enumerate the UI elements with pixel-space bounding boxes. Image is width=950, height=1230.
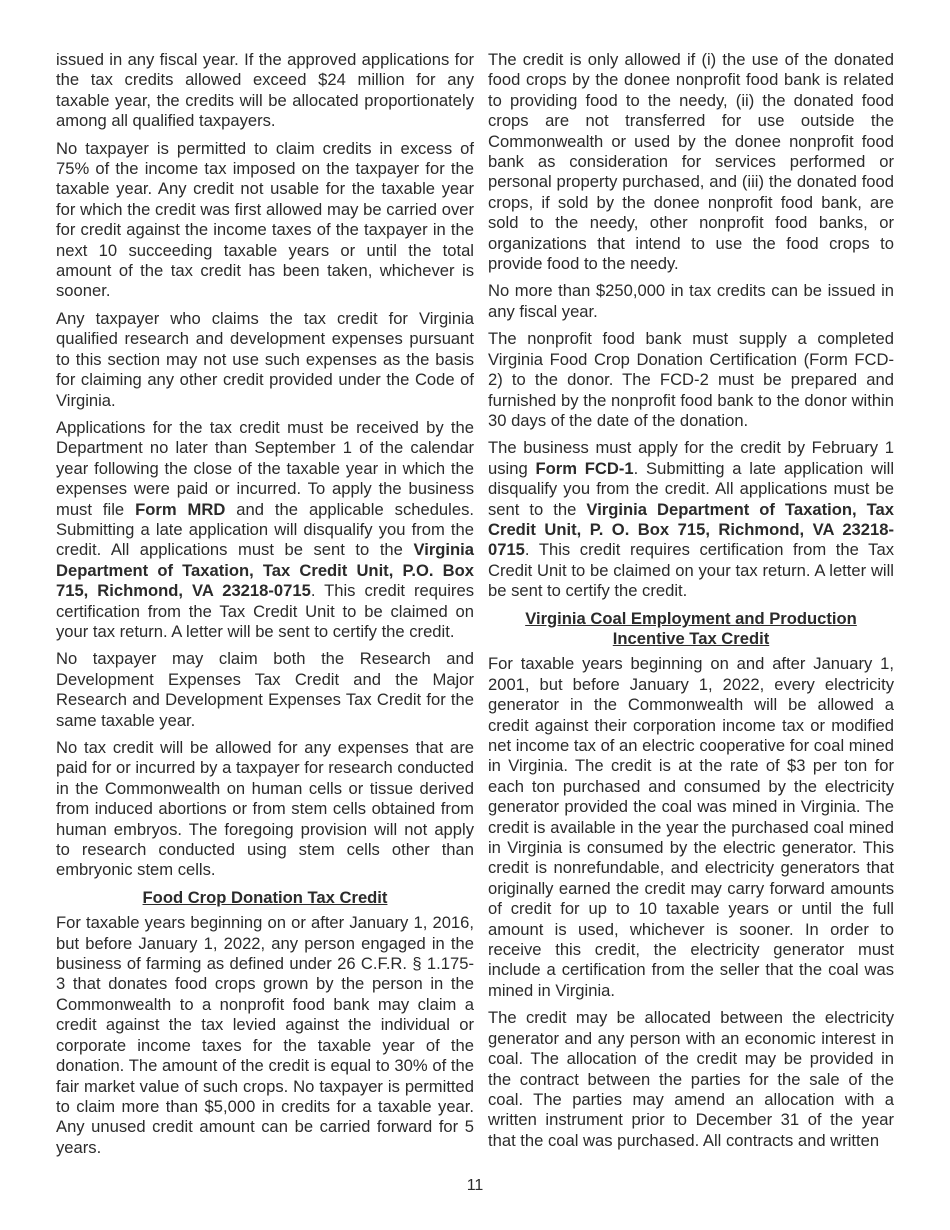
paragraph: The credit is only allowed if (i) the use of the donated food crops by the donee nonprofit food bank is related to providing food to the needy, (ii) the donated food crops are not transferred for use outside the Commonwealth or used by the donee nonprofit food bank as consideration for services performed or personal property purchased, and (iii) the donated food crops, if sold by the donee nonprofit food bank, are sold to the needy, other nonprofit food banks, or organizations that intend to use the food crops to provide food to the needy. (488, 50, 894, 274)
text-run: Applications for the tax credit must be received by the Department no later than September 1 of the calendar year following the close of the taxable year in which the expenses were paid or incurred. To apply the business must file (56, 417, 474, 519)
paragraph (488, 438, 894, 601)
section-heading: Food Crop Donation Tax Credit (142, 887, 388, 907)
section-heading: Virginia Coal Employment and Production Incentive Tax Credit (525, 608, 857, 648)
paragraph: No taxpayer is permitted to claim credits in excess of 75% of the income tax imposed on the taxpayer for the taxable year. Any credit not usable for the taxable year for which the credit was first allowed may be carried over for credit against the income taxes of the taxpayer in the next 10 succeeding taxable years or until the total amount of the tax credit has been taken, whichever is sooner. (56, 138, 474, 301)
text-run: The business must apply for the credit by February 1 using (488, 438, 894, 478)
paragraph: For taxable years beginning on or after January 1, 2016, but before January 1, 2022, any person engaged in the business of farming as defined under 26 C.F.R. § 1.175-3 that donates food crops grown by the person in the Commonwealth to a nonprofit food bank may claim a credit against the tax levied against the individual or corporate income taxes for the taxable year of the donation. The amount of the credit is equal to 30% of the fair market value of such crops. No taxpayer is permitted to claim more than $5,000 in credits for a taxable year. Any unused credit amount can be carried forward for 5 years. (56, 913, 474, 1157)
paragraph: For taxable years beginning on and after January 1, 2001, but before January 1, 2022, every electricity generator in the Commonwealth will be allowed a credit against their corporation income tax or modified net income tax of an electric cooperative for coal mined in Virginia. The credit is at the rate of $3 per ton for each ton purchased and consumed by the electricity generator provided the coal was mined in Virginia. The credit is available in the year the purchased coal mined in Virginia is consumed by the electric generator. This credit is nonrefundable, and electricity generators that originally earned the credit may carry forward amounts of credit for up to 10 taxable years or until the full amount is used, whichever is sooner. In order to receive this credit, the electricity generator must include a certification from the seller that the coal was mined in Virginia. (488, 654, 894, 1000)
mailing-address: Virginia Department of Taxation, Tax Credit Unit, P. O. Box 715, Richmond, VA 23218-0715 (488, 499, 894, 560)
form-reference: Form MRD (135, 499, 226, 519)
right-column (488, 50, 894, 1158)
text-run: . This credit requires certification from the Tax Credit Unit to be claimed on your tax return. A letter will be sent to certify the credit. (56, 581, 474, 641)
mailing-address: Virginia Department of Taxation, Tax Credit Unit, P.O. Box 715, Richmond, VA 23218-0715 (56, 540, 474, 601)
paragraph: The credit may be allocated between the electricity generator and any person with an economic interest in coal. The allocation of the credit may be provided in the contract between the parties for the sale of the coal. The parties may amend an allocation with a written instrument prior to December 31 of the year that the coal was purchased. All contracts and written (488, 1008, 894, 1150)
form-reference: Form FCD-1 (535, 458, 634, 478)
paragraph: The nonprofit food bank must supply a completed Virginia Food Crop Donation Certification (Form FCD-2) to the donor. The FCD-2 must be prepared and furnished by the nonprofit food bank to the donor within 30 days of the date of the donation. (488, 329, 894, 430)
text-run: . Submitting a late application will disqualify you from the credit. All applications must be sent to the (488, 458, 895, 519)
page-number: 11 (466, 1177, 484, 1194)
paragraph: No tax credit will be allowed for any expenses that are paid for or incurred by a taxpayer for research conducted in the Commonwealth on human cells or tissue derived from induced abortions or from stem cells obtained from human embryos. The foregoing provision will not apply to research conducted using stem cells other than embryonic stem cells. (56, 738, 474, 880)
paragraph (56, 418, 474, 642)
paragraph: Any taxpayer who claims the tax credit for Virginia qualified research and development expenses pursuant to this section may not use such expenses as the basis for claiming any other credit provided under the Code of Virginia. (56, 308, 474, 410)
paragraph: No taxpayer may claim both the Research and Development Expenses Tax Credit and the Major Research and Development Expenses Tax Credit for the same taxable year. (56, 649, 474, 730)
paragraph: issued in any fiscal year. If the approved applications for the tax credits allowed exceed $24 million for any taxable year, the credits will be allocated proportionately among all qualified taxpayers. (56, 50, 474, 131)
paragraph: No more than $250,000 in tax credits can be issued in any fiscal year. (488, 281, 894, 321)
text-run: . This credit requires certification from the Tax Credit Unit to be claimed on your tax return. A letter will be sent to certify the credit. (488, 540, 894, 601)
text-run: and the applicable schedules. Submitting a late application will disqualify you from the credit. All applications must be sent to the (56, 499, 474, 560)
left-column (56, 50, 474, 1165)
